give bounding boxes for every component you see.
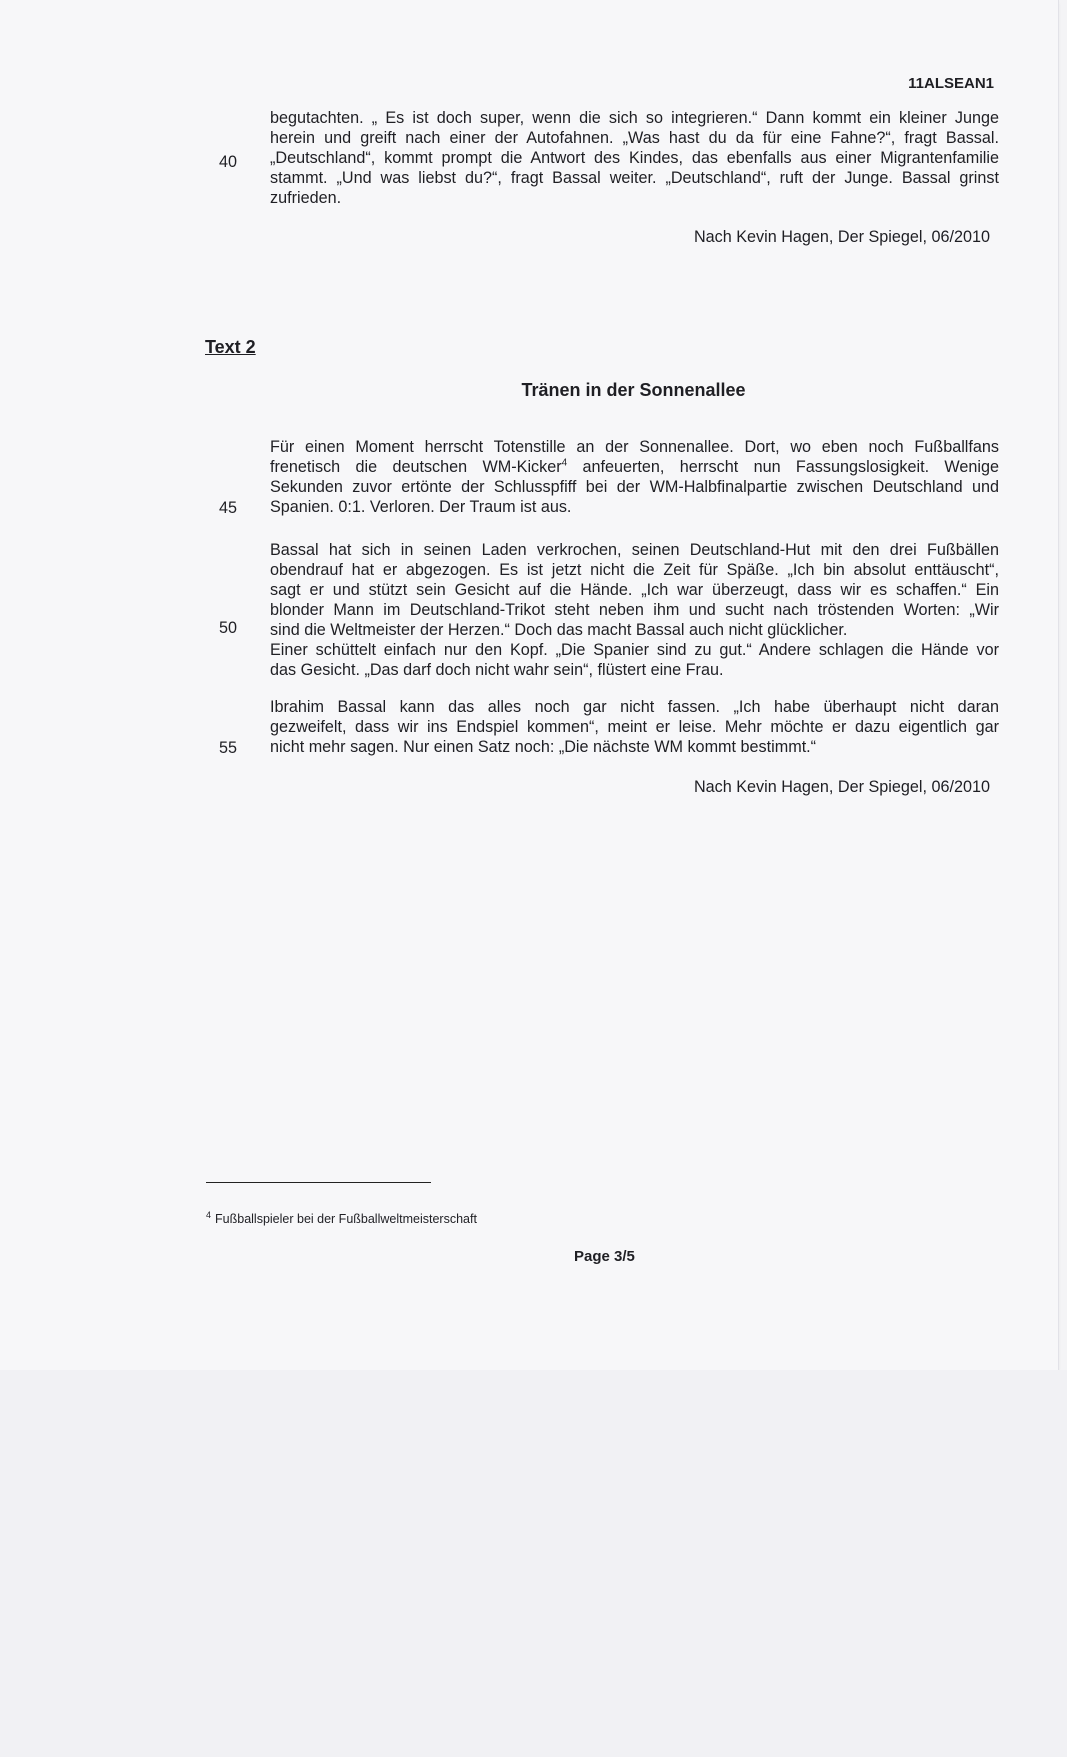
line-number: 55	[219, 739, 238, 757]
text-line: Sekunden zuvor ertönte der Schlusspfiff bei der WM-Halbfinalpartie zwischen Deutschland und	[270, 478, 999, 496]
footnote	[206, 1209, 477, 1226]
source-citation: Nach Kevin Hagen, Der Spiegel, 06/2010	[693, 228, 990, 246]
line-number: 40	[219, 153, 238, 171]
text-line	[270, 457, 999, 477]
text-fragment: anfeuerten, herrscht nun Fassungslosigkeit. Wenige	[567, 458, 1000, 476]
text-line: sind die Weltmeister der Herzen.“ Doch das macht Bassal auch nicht glücklicher.	[270, 621, 848, 639]
text-line: Ibrahim Bassal kann das alles noch gar nicht fassen. „Ich habe überhaupt nicht daran	[270, 698, 999, 716]
text-line: sagt er und stützt sein Gesicht auf die Hände. „Ich war überzeugt, dass wir es schaffen.“ Ein	[270, 581, 999, 599]
footnote-text: Fußballspieler bei der Fußballweltmeisterschaft	[215, 1212, 477, 1226]
text-line: Einer schüttelt einfach nur den Kopf. „Die Spanier sind zu gut.“ Andere schlagen die Hände vor	[270, 641, 999, 659]
article-title: Tränen in der Sonnenallee	[521, 380, 746, 400]
text-line: Spanien. 0:1. Verloren. Der Traum ist aus.	[270, 498, 572, 516]
text-line: nicht mehr sagen. Nur einen Satz noch: „Die nächste WM kommt bestimmt.“	[270, 738, 817, 756]
text-line: zufrieden.	[270, 189, 342, 207]
text-line: „Deutschland“, kommt prompt die Antwort des Kindes, das ebenfalls aus einer Migrantenfamilie	[270, 149, 999, 167]
text-line: Bassal hat sich in seinen Laden verkrochen, seinen Deutschland-Hut mit den drei Fußbällen	[270, 541, 999, 559]
paragraph	[270, 540, 999, 680]
text-line: stammt. „Und was liebst du?“, fragt Bassal weiter. „Deutschland“, ruft der Junge. Bassal grinst	[270, 169, 999, 187]
document-code: 11ALSEAN1	[908, 75, 994, 92]
text-line: blonder Mann im Deutschland-Trikot steht neben ihm und sucht nach tröstenden Worten: „Wir	[270, 601, 999, 619]
text-line: Für einen Moment herrscht Totenstille an der Sonnenallee. Dort, wo eben noch Fußballfans	[270, 438, 999, 456]
scan-background	[0, 1370, 1067, 1757]
footnote-number: 4	[206, 1209, 212, 1220]
paragraph	[270, 697, 999, 757]
text-line: gezweifelt, dass wir ins Endspiel kommen“, meint er leise. Mehr möchte er dazu eigentlich gar	[270, 718, 999, 736]
section-label: Text 2	[205, 337, 256, 357]
footnote-divider	[206, 1182, 431, 1183]
footnote-reference: 4	[561, 457, 568, 469]
line-number: 50	[219, 619, 238, 637]
source-citation: Nach Kevin Hagen, Der Spiegel, 06/2010	[693, 778, 990, 796]
page-number: Page 3/5	[574, 1248, 635, 1265]
text-fragment: frenetisch die deutschen WM-Kicker	[270, 458, 562, 476]
text-line: begutachten. „ Es ist doch super, wenn die sich so integrieren.“ Dann kommt ein kleiner Junge	[270, 109, 999, 127]
text-line: herein und greift nach einer der Autofahnen. „Was hast du da für eine Fahne?“, fragt Bassal.	[270, 129, 999, 147]
paragraph	[270, 437, 999, 517]
paragraph-continuation	[270, 108, 999, 208]
text-line: obendrauf hat er abgezogen. Es ist jetzt nicht die Zeit für Späße. „Ich bin absolut enttäuscht“,	[270, 561, 999, 579]
text-line: das Gesicht. „Das darf doch nicht wahr sein“, flüstert eine Frau.	[270, 661, 724, 679]
line-number: 45	[219, 499, 238, 517]
